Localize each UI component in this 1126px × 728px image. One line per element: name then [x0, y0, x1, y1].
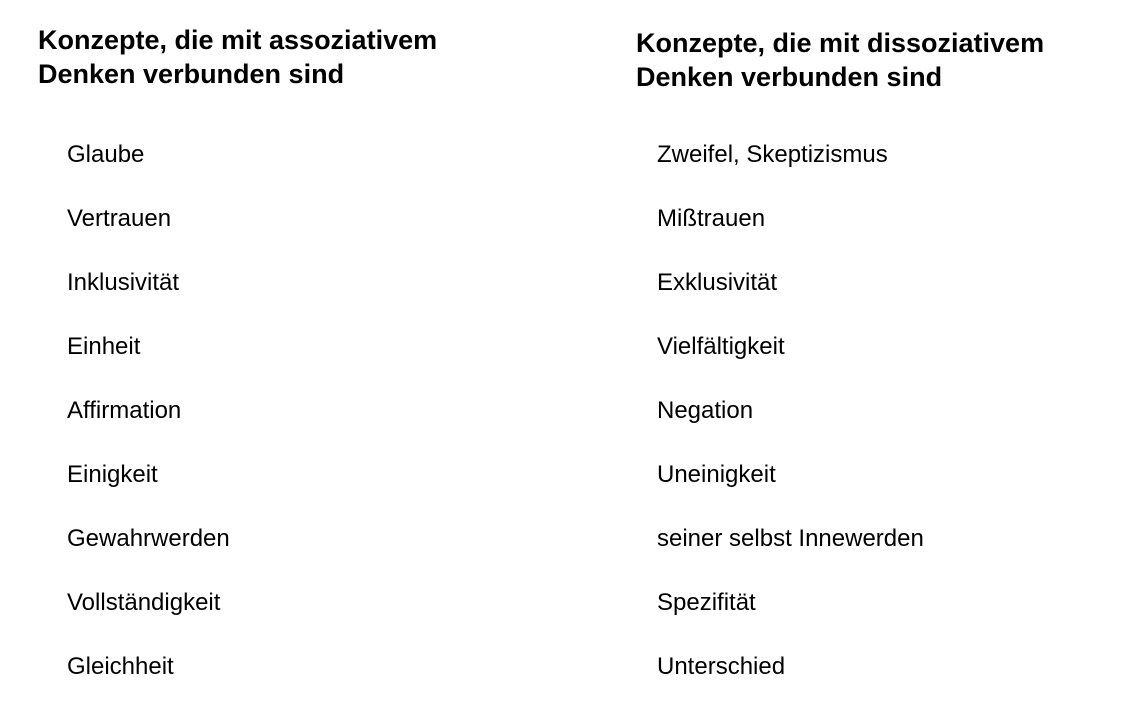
list-item: Gleichheit — [67, 653, 174, 680]
list-item: Exklusivität — [657, 269, 778, 296]
list-item: Einigkeit — [67, 461, 158, 488]
list-item: Affirmation — [67, 397, 182, 424]
list-item: seiner selbst Innewerden — [657, 525, 924, 552]
associative-column — [38, 0, 558, 680]
dissociative-concept-list — [657, 139, 924, 715]
list-item: Spezifität — [657, 589, 756, 616]
list-item: Inklusivität — [67, 269, 180, 296]
list-item: Mißtrauen — [657, 205, 766, 232]
list-item: Uneinigkeit — [657, 461, 776, 488]
list-item: Unterschied — [657, 653, 786, 680]
associative-heading: Konzepte, die mit assoziativem Denken verbunden sind — [38, 25, 438, 89]
list-item: Negation — [657, 397, 754, 424]
list-item: Glaube — [67, 141, 145, 168]
list-item: Zweifel, Skeptizismus — [657, 141, 888, 168]
list-item: Einheit — [67, 333, 141, 360]
dissociative-column — [636, 0, 1116, 680]
dissociative-heading: Konzepte, die mit dissoziativem Denken verbunden sind — [636, 28, 1045, 92]
list-item: Vertrauen — [67, 205, 172, 232]
list-item: Vollständigkeit — [67, 589, 221, 616]
list-item: Vielfältigkeit — [657, 333, 785, 360]
associative-concept-list — [67, 139, 230, 715]
list-item: Gewahrwerden — [67, 525, 230, 552]
